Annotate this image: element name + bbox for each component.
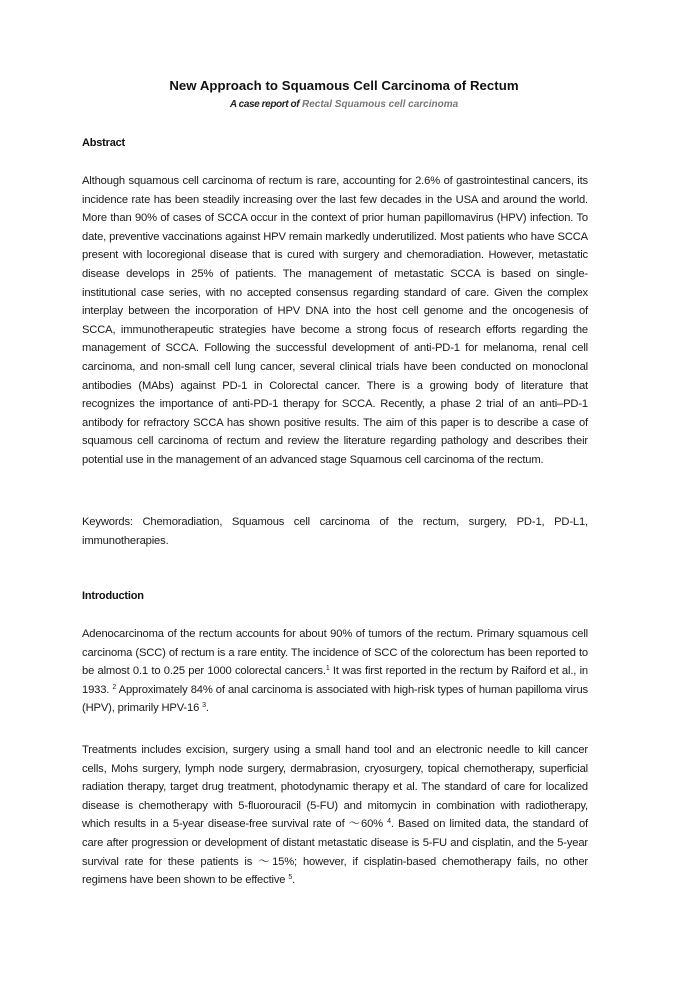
- citation-ref-4: 4: [387, 818, 391, 826]
- intro-p1-text: Approximately 84% of anal carcinoma is associated with high-risk types of human papilloma virus (HPV), primarily HPV-16: [82, 683, 588, 715]
- subtitle-lead: A case report of: [229, 99, 300, 110]
- citation-ref-5: 5: [288, 874, 293, 882]
- intro-p2-text: . Based on limited data, the standard of care after progression or development of distant metastatic disease is 5-FU and cisplatin, and the 5-year survival rate for these patients is ～15%; however, if cisplatin-based chemotherapy fails, no other regimens have been shown to be effective: [82, 818, 588, 887]
- subtitle-topic: Rectal Squamous cell carcinoma: [301, 99, 459, 110]
- abstract-paragraph: Although squamous cell carcinoma of rectum is rare, accounting for 2.6% of gastrointestinal cancers, its incidence rate has been steadily increasing over the last few decades in the USA and around the world. More than 90% of cases of SCCA occur in the context of prior human papillomavirus (HPV) infection. To date, preventive vaccinations against HPV remain markedly underutilized. Most patients who have SCCA present with locoregional disease that is cured with surgery and chemoradiation. However, metastatic disease develops in 25% of patients. The management of metastatic SCCA is based on single-institutional case series, with no accepted consensus regarding standard of care. Given the complex interplay between the incorporation of HPV DNA into the host cell genome and the oncogenesis of SCCA, immunotherapeutic strategies have become a strong focus of research efforts regarding the management of SCCA. Following the successful development of anti-PD-1 for melanoma, renal cell carcinoma, and non-small cell lung cancer, several clinical trials have been conducted on monoclonal antibodies (MAbs) against PD-1 in Colorectal cancer. There is a growing body of literature that recognizes the importance of anti-PD-1 therapy for SCCA. Recently, a phase 2 trial of an anti–PD-1 antibody for refractory SCCA has shown positive results. The aim of this paper is to describe a case of squamous cell carcinoma of rectum and review the literature regarding pathology and describes their potential use in the management of an advanced stage Squamous cell carcinoma of the rectum.: [82, 175, 588, 466]
- introduction-paragraph-1: [82, 625, 588, 718]
- intro-p2-text: .: [292, 874, 296, 887]
- intro-p2-text: Treatments includes excision, surgery using a small hand tool and an electronic needle to kill cancer cells, Mohs surgery, lymph node surgery, dermabrasion, cryosurgery, topical chemotherapy, superficial radiation therapy, target drug treatment, photodynamic therapy et al. The standard of care for localized disease is chemotherapy with 5-fluorouracil (5-FU) and mitomycin in combination with radiotherapy, which results in a 5-year disease-free survival rate of ～60%: [82, 744, 588, 831]
- citation-ref-3: 3: [202, 702, 206, 710]
- abstract-heading: Abstract: [82, 137, 126, 149]
- citation-ref-1: 1: [325, 665, 330, 673]
- intro-p1-text: It was first reported in the rectum by Raiford et al., in 1933.: [82, 665, 588, 696]
- citation-ref-2: 2: [112, 683, 117, 691]
- intro-p1-text: Adenocarcinoma of the rectum accounts for about 90% of tumors of the rectum. Primary squamous cell carcinoma (SCC) of rectum is a rare entity. The incidence of SCC of the colorectum has been reported to be almost 0.1 to 0.25 per 1000 colorectal cancers.: [82, 628, 588, 678]
- intro-p1-text: .: [205, 702, 209, 715]
- keywords-paragraph: Keywords: Chemoradiation, Squamous cell carcinoma of the rectum, surgery, PD-1, PD-L1, immunotherapies.: [82, 516, 588, 547]
- document-subtitle: [0, 99, 688, 110]
- introduction-heading: Introduction: [82, 590, 144, 602]
- introduction-paragraph-2: [82, 741, 588, 890]
- document-title: New Approach to Squamous Cell Carcinoma of Rectum: [169, 78, 519, 93]
